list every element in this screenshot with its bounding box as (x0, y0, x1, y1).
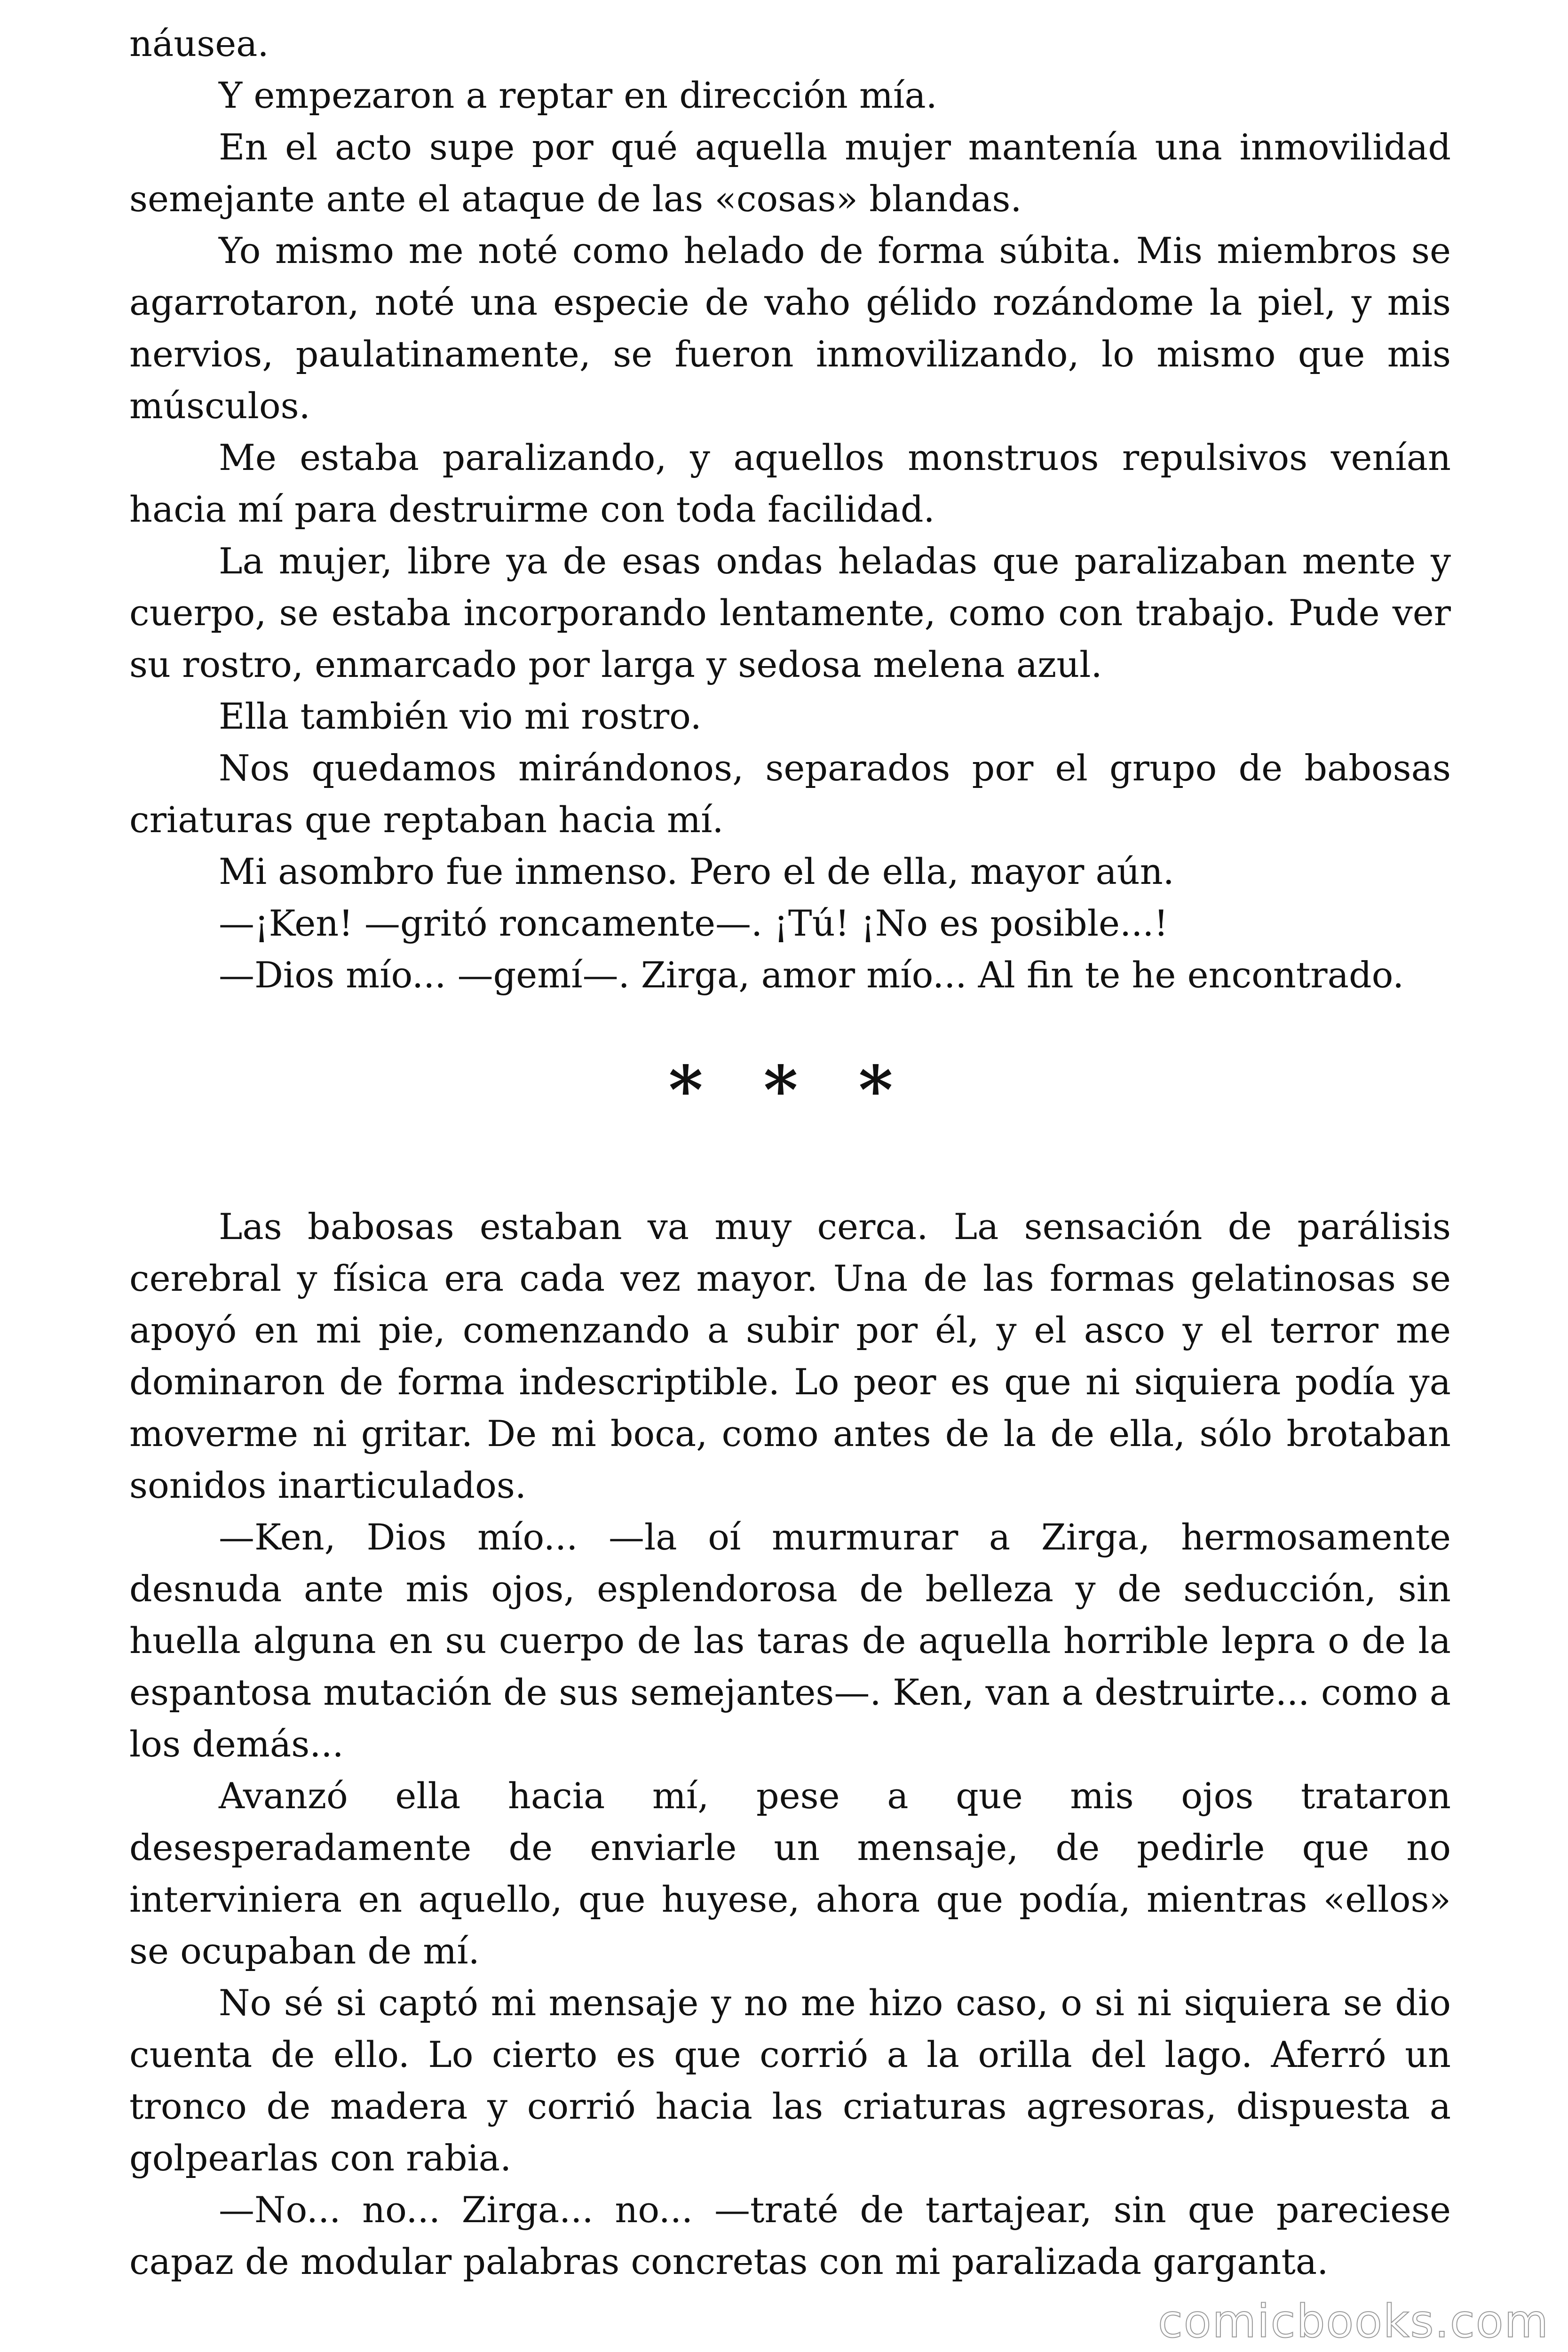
section-separator: * * * (668, 1052, 912, 1129)
paragraph: náusea. (129, 23, 269, 64)
paragraph: La mujer, libre ya de esas ondas heladas que paralizaban mente y cuerpo, se estaba incorporando lentamente, como con trabajo. Pude ver su rostro, enmarcado por larga y sedosa melena azul. (129, 540, 1451, 685)
paragraph: —Ken, Dios mío... —la oí murmurar a Zirga, hermosamente desnuda ante mis ojos, esplendorosa de belleza y de seducción, sin huella alguna en su cuerpo de las taras de aquella horrible lepra o de la espantosa mutación de sus semejantes—. Ken, van a destruirte... como a los demás... (129, 1516, 1451, 1765)
paragraph: Yo mismo me noté como helado de forma súbita. Mis miembros se agarrotaron, noté una especie de vaho gélido rozándome la piel, y mis nervios, paulatinamente, se fueron inmovilizando, lo mismo que mis músculos. (129, 230, 1451, 427)
paragraph: En el acto supe por qué aquella mujer mantenía una inmovilidad semejante ante el ataque de las «cosas» blandas. (129, 126, 1451, 220)
paragraph: No sé si captó mi mensaje y no me hizo caso, o si ni siquiera se dio cuenta de ello. Lo cierto es que corrió a la orilla del lago. Aferró un tronco de madera y corrió hacia las criaturas agresoras, dispuesta a golpearlas con rabia. (129, 1982, 1451, 2179)
paragraph: —Dios mío... —gemí—. Zirga, amor mío... Al fin te he encontrado. (219, 954, 1404, 996)
paragraph: Me estaba paralizando, y aquellos monstruos repulsivos venían hacia mí para destruirme con toda facilidad. (129, 437, 1451, 530)
paragraph: Mi asombro fue inmenso. Pero el de ella, mayor aún. (219, 850, 1174, 892)
watermark: comicbooks.com (1157, 2295, 1549, 2348)
paragraph: Nos quedamos mirándonos, separados por el grupo de babosas criaturas que reptaban hacia mí. (129, 747, 1451, 841)
paragraph: Las babosas estaban va muy cerca. La sensación de parálisis cerebral y física era cada vez mayor. Una de las formas gelatinosas se apoyó en mi pie, comenzando a subir por él, y el asco y el terror me dominaron de forma indescriptible. Lo peor es que ni siquiera podía ya moverme ni gritar. De mi boca, como antes de la de ella, sólo brotaban sonidos inarticulados. (129, 1206, 1451, 1506)
paragraph: —No... no... Zirga... no... —traté de tartajear, sin que pareciese capaz de modular palabras concretas con mi paralizada garganta. (129, 2189, 1451, 2282)
paragraph: —¡Ken! —gritó roncamente—. ¡Tú! ¡No es posible...! (219, 902, 1169, 944)
paragraph: Y empezaron a reptar en dirección mía. (219, 74, 937, 116)
book-page (129, 18, 1451, 2288)
paragraph: Avanzó ella hacia mí, pese a que mis ojos trataron desesperadamente de enviarle un mensaje, de pedirle que no interviniera en aquello, que huyese, ahora que podía, mientras «ellos» se ocupaban de mí. (129, 1775, 1451, 1972)
paragraph: Ella también vio mi rostro. (219, 695, 702, 737)
